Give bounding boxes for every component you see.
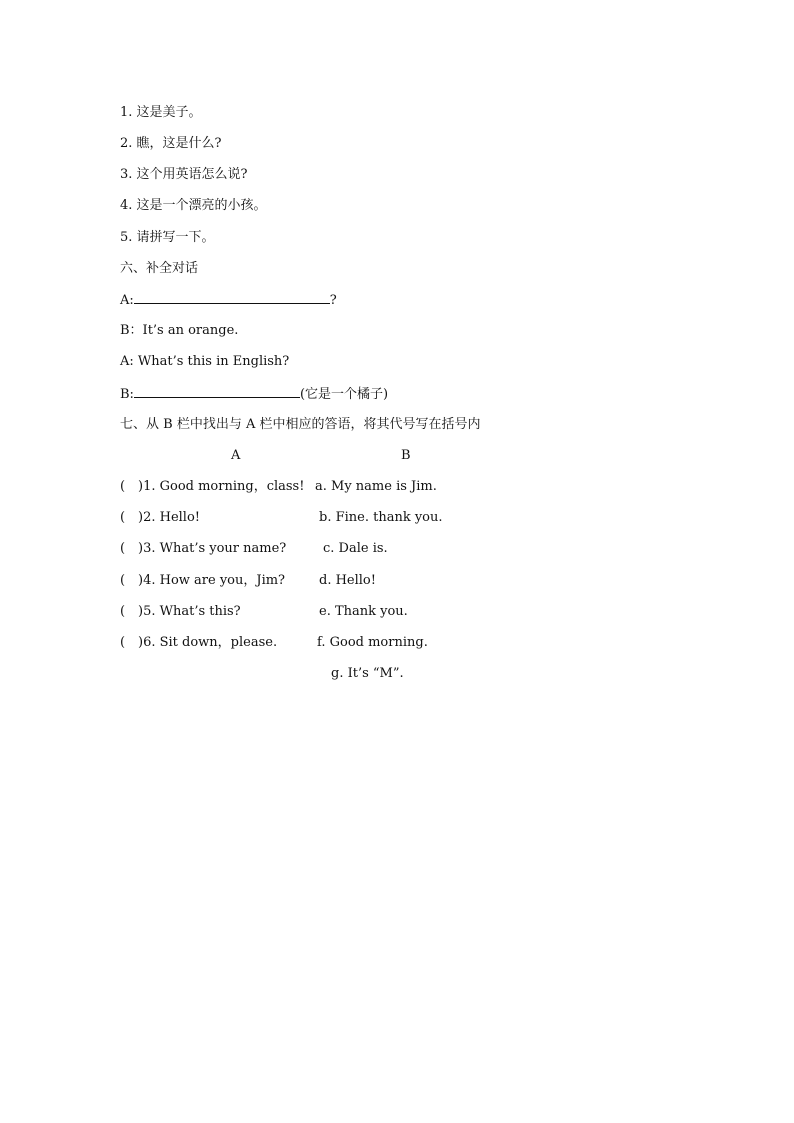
dialog-a1-prefix: A: — [120, 293, 134, 308]
answer-paren-6[interactable]: ( — [120, 635, 126, 650]
translation-item-1: 1. 这是美子。 — [120, 105, 202, 120]
section-7-title: 七、从 B 栏中找出与 A 栏中相应的答语，将其代号写在括号内 — [120, 417, 481, 432]
dialog-line-a2: A: What’s this in English? — [120, 354, 290, 369]
dialog-line-a1 — [120, 291, 337, 310]
match-item-a1: ( )1. Good morning，class! — [120, 479, 305, 494]
match-item-a4: ( )4. How are you，Jim? — [120, 573, 286, 588]
match-item-a3: ( )3. What’s your name? — [120, 541, 287, 556]
answer-paren-5[interactable]: ( — [120, 604, 126, 619]
dialog-b2-prefix: B: — [120, 387, 134, 402]
match-item-a2: ( )2. Hello! — [120, 510, 201, 525]
answer-blank-1[interactable] — [134, 291, 330, 304]
section-6-title: 六、补全对话 — [120, 261, 199, 276]
match-option-g: g. It’s “M”. — [331, 666, 404, 681]
answer-paren-3[interactable]: ( — [120, 541, 126, 556]
dialog-a1-suffix: ? — [329, 293, 337, 308]
match-item-a5: ( )5. What’s this? — [120, 604, 241, 619]
match-option-d: d. Hello! — [319, 573, 376, 588]
dialog-b2-suffix: (它是一个橘子) — [299, 387, 389, 402]
answer-paren-4[interactable]: ( — [120, 573, 126, 588]
match-option-f: f. Good morning. — [317, 635, 428, 650]
dialog-line-b1: B：It’s an orange. — [120, 323, 239, 338]
dialog-line-b2 — [120, 385, 388, 404]
answer-paren-2[interactable]: ( — [120, 510, 126, 525]
match-option-a: a. My name is Jim. — [315, 479, 437, 494]
answer-paren-1[interactable]: ( — [120, 479, 126, 494]
answer-blank-2[interactable] — [134, 385, 300, 398]
column-b-label: B — [401, 448, 411, 463]
match-option-c: c. Dale is. — [323, 541, 388, 556]
translation-item-4: 4. 这是一个漂亮的小孩。 — [120, 198, 267, 213]
column-a-label: A — [231, 448, 241, 463]
match-option-b: b. Fine. thank you. — [319, 510, 443, 525]
match-item-a6: ( )6. Sit down，please. — [120, 635, 278, 650]
translation-item-2: 2. 瞧，这是什么? — [120, 136, 222, 151]
translation-item-3: 3. 这个用英语怎么说? — [120, 167, 248, 182]
translation-item-5: 5. 请拼写一下。 — [120, 230, 215, 245]
match-option-e: e. Thank you. — [319, 604, 408, 619]
